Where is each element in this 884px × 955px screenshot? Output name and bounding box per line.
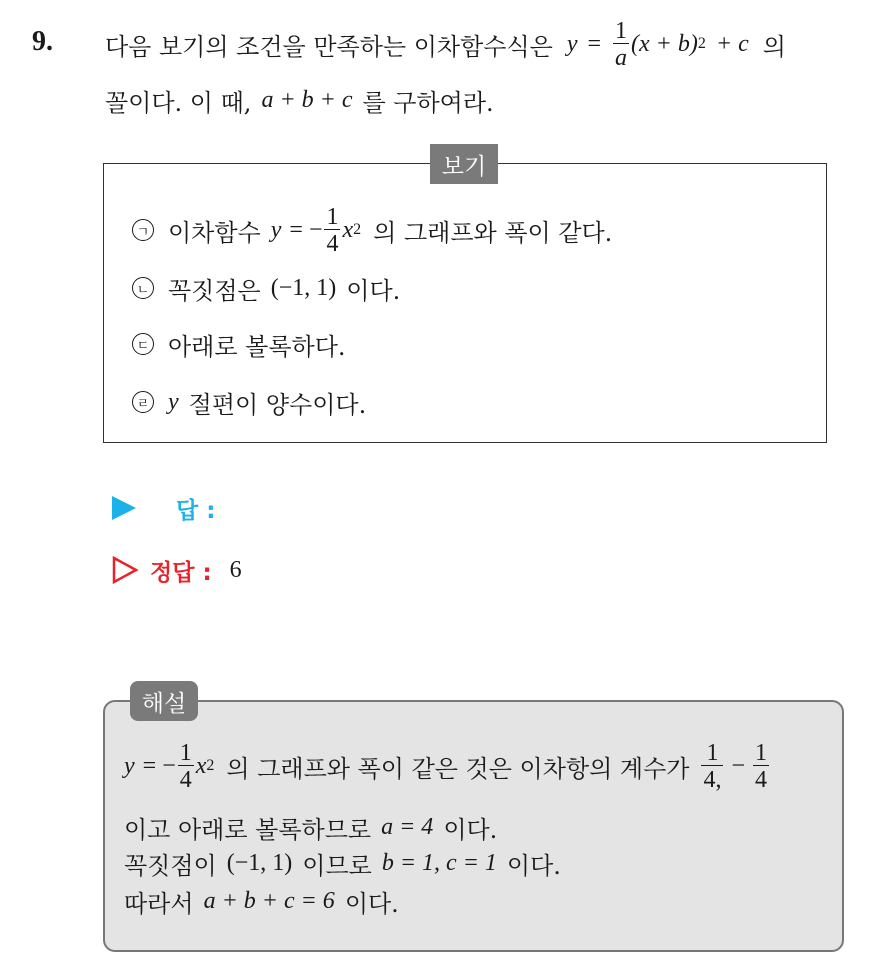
answer-label: 답 : bbox=[176, 497, 216, 524]
sol-eq: = − bbox=[142, 752, 176, 779]
fraction-1-over-4 bbox=[324, 205, 340, 256]
fraction-numerator: 1 bbox=[706, 739, 719, 766]
answer-row bbox=[112, 490, 215, 526]
sol-y: y bbox=[124, 752, 135, 779]
sol-expr: a = 4 bbox=[381, 813, 434, 840]
item-var: y bbox=[270, 216, 282, 243]
bogi-item-4 bbox=[132, 380, 366, 424]
sol-text: 이고 아래로 볼록하므로 bbox=[124, 815, 372, 844]
question-line1-end: 의 bbox=[762, 32, 786, 61]
sol-text: 꼭짓점이 bbox=[124, 851, 217, 880]
item-post: 의 그래프와 폭이 같다. bbox=[373, 218, 613, 247]
question-expr: a + b + c bbox=[261, 86, 353, 113]
fraction-numerator: 1 bbox=[179, 739, 192, 766]
solution-line-1: y = − $\frac{1}{4}$ x 2 의 그래프와 폭이 같은 것은 이차항의 계수가 $\frac{1}{4,}$ − $\frac{1}{4}$ bbox=[124, 739, 768, 793]
item-eq: = − bbox=[289, 216, 323, 243]
marker-rieul: ㄹ bbox=[132, 391, 154, 413]
bogi-item-1: ㄱ 이차함수 y = − $\frac{1}{4}$ x 2 의 그래프와 폭이 같다. bbox=[132, 208, 612, 252]
sol-text: 따라서 bbox=[124, 889, 194, 918]
solution-line-3 bbox=[124, 844, 561, 882]
fraction-1-over-a bbox=[613, 19, 629, 70]
fraction-1-over-4 bbox=[178, 741, 194, 792]
fraction-denominator: 4 bbox=[326, 230, 339, 257]
formula-tail: + c bbox=[715, 30, 749, 57]
fraction-denominator: 4, bbox=[703, 766, 722, 793]
item-text: 아래로 볼록하다. bbox=[168, 332, 346, 361]
fraction-1-over-4-second bbox=[753, 741, 769, 792]
item-x: x bbox=[342, 216, 354, 243]
answer-arrow-icon bbox=[112, 496, 136, 520]
question-number: 9. bbox=[32, 26, 53, 57]
item-text: 이차함수 bbox=[168, 218, 261, 247]
sol-post: 이다. bbox=[443, 815, 498, 844]
sol-mid: 이므로 bbox=[302, 851, 372, 880]
correct-answer-row bbox=[112, 552, 242, 588]
solution-title: 해설 bbox=[130, 681, 198, 721]
bogi-item-3 bbox=[132, 322, 346, 366]
item-expr: (−1, 1) bbox=[270, 274, 337, 301]
fraction-1-over-4-positive bbox=[701, 741, 723, 792]
marker-giyeok: ㄱ bbox=[132, 219, 154, 241]
fraction-numerator: 1 bbox=[615, 17, 628, 44]
question-line2-start: 꼴이다. 이 때, bbox=[105, 88, 252, 117]
bogi-item-2 bbox=[132, 266, 400, 310]
correct-arrow-icon bbox=[112, 556, 138, 584]
fraction-numerator: 1 bbox=[326, 203, 339, 230]
item-var: y bbox=[168, 388, 179, 415]
marker-digeut: ㄷ bbox=[132, 333, 154, 355]
correct-label: 정답 : bbox=[150, 559, 212, 586]
sol-post: 이다. bbox=[344, 889, 399, 918]
marker-nieun: ㄴ bbox=[132, 277, 154, 299]
fraction-denominator: 4 bbox=[755, 766, 768, 793]
sol-text: 의 그래프와 폭이 같은 것은 이차항의 계수가 bbox=[226, 754, 690, 783]
fraction-numerator: 1 bbox=[755, 739, 768, 766]
correct-value: 6 bbox=[229, 556, 242, 583]
fraction-denominator: 4 bbox=[179, 766, 192, 793]
question-line-2 bbox=[105, 80, 494, 120]
fraction-denominator: a bbox=[615, 44, 628, 71]
sol-expr: a + b + c = 6 bbox=[203, 887, 335, 914]
item-text: 절편이 양수이다. bbox=[188, 390, 367, 419]
solution-line-4 bbox=[124, 882, 399, 920]
bogi-title: 보기 bbox=[430, 144, 498, 184]
question-text: 다음 보기의 조건을 만족하는 이차함수식은 bbox=[105, 32, 553, 61]
solution-line-2 bbox=[124, 808, 497, 846]
formula-eq: = bbox=[587, 30, 602, 57]
sol-post: 이다. bbox=[506, 851, 561, 880]
item-post: 이다. bbox=[346, 276, 401, 305]
formula-y: y bbox=[566, 30, 578, 57]
sol-separator: − bbox=[731, 752, 746, 779]
sol-x: x bbox=[195, 752, 207, 779]
sol-expr: b = 1, c = 1 bbox=[381, 849, 497, 876]
question-line-1: 다음 보기의 조건을 만족하는 이차함수식은 y = $\frac{1}{a}$ (x + b) 2 + c 의 bbox=[105, 17, 786, 71]
formula-body: (x + b) bbox=[631, 30, 698, 57]
item-text: 꼭짓점은 bbox=[168, 276, 261, 305]
sol-expr: (−1, 1) bbox=[226, 849, 293, 876]
question-line2-end: 를 구하여라. bbox=[362, 88, 494, 117]
